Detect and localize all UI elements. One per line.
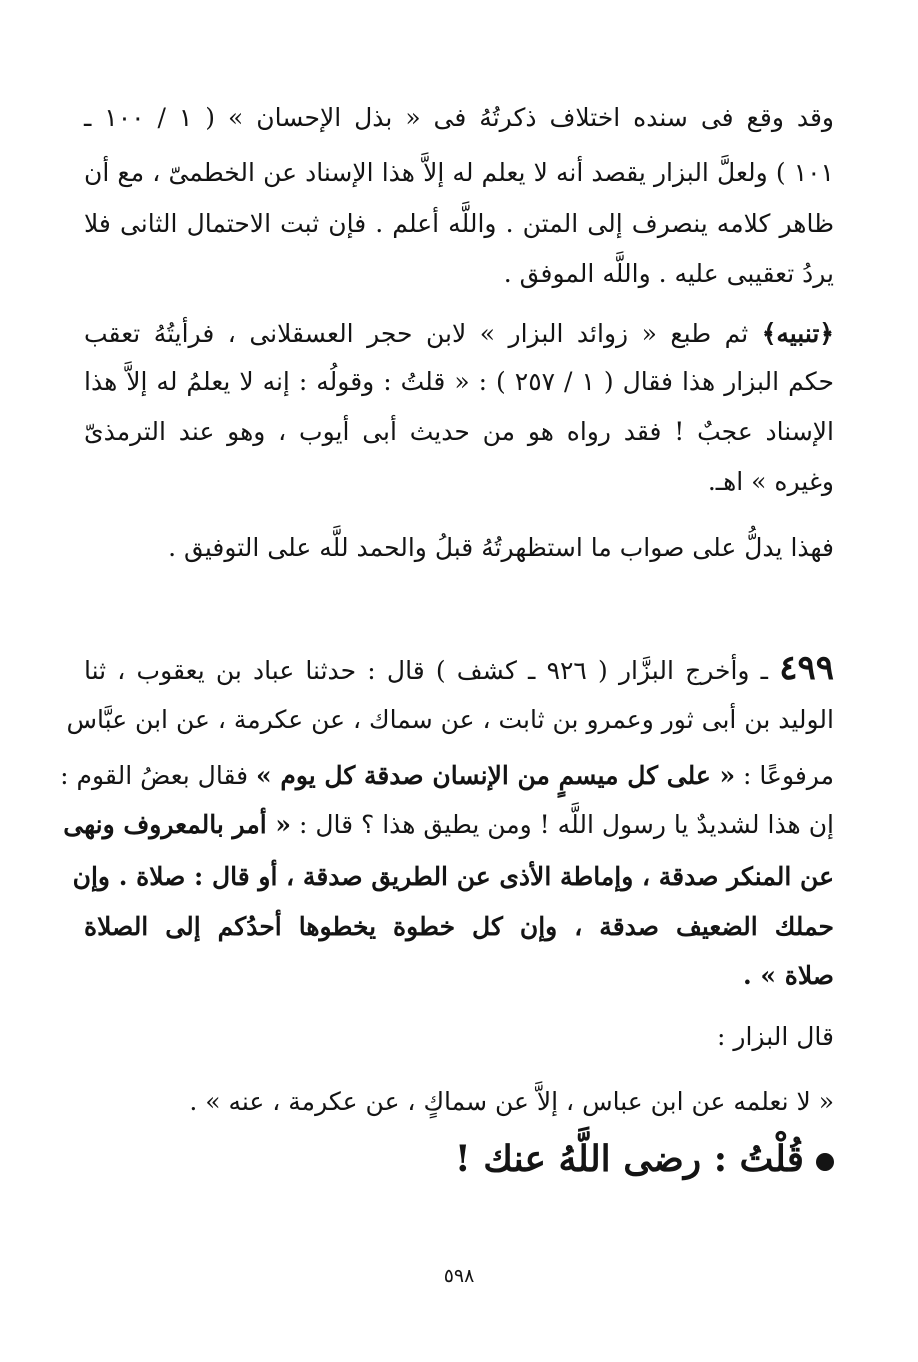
page-number: ٥٩٨ — [443, 1265, 475, 1287]
hadith-matn-2: « أمر بالمعروف ونهى — [63, 810, 292, 839]
hadith-number: ٤٩٩ — [779, 648, 834, 688]
bazzar-quote: « لا نعلمه عن ابن عباس ، إلاَّ عن سماكٍ ، عن عكرمة ، عنه » . — [189, 1087, 834, 1116]
hadith-line-2: الوليد بن أبى ثور وعمرو بن ثابت ، عن سماك ، عن عكرمة ، عن ابن عبَّاس — [66, 705, 834, 734]
hadith-matn-1: « على كل ميسمٍ من الإنسان صدقة كل يوم » — [256, 761, 736, 790]
qultu-heading — [455, 1134, 834, 1184]
hadith-line-3-b: فقال بعضُ القوم : — [60, 761, 257, 790]
hadith-line-3 — [60, 756, 834, 796]
paragraph1-line-3: ظاهر كلامه ينصرف إلى المتن . واللَّه أعلم . فإن ثبت الاحتمال الثانى فلا — [84, 209, 834, 238]
paragraph2-line-3: الإسناد عجبٌ ! فقد رواه هو من حديث أبى أيوب ، وهو عند الترمذىّ — [84, 417, 834, 446]
paragraph2-line-4: وغيره » اهـ. — [707, 467, 834, 496]
paragraph3-line: فهذا يدلُّ على صواب ما استظهرتُهُ قبلُ والحمد للَّه على التوفيق . — [168, 533, 834, 562]
hadith-line-1 — [84, 648, 834, 688]
paragraph2-line-1 — [84, 314, 834, 354]
hadith-line-4-a: إن هذا لشديدٌ يا رسول اللَّه ! ومن يطيق هذا ؟ قال : — [291, 810, 834, 839]
paragraph1-line-4: يردُ تعقيبى عليه . واللَّه الموفق . — [503, 259, 834, 288]
qultu-text: قُلْتُ : رضى اللَّهُ عنك ! — [454, 1138, 804, 1180]
bazzar-label: قال البزار : — [717, 1022, 834, 1051]
paragraph2-line-1-text: ثم طبع « زوائد البزار » لابن حجر العسقلانى ، فرأيتُهُ تعقب — [84, 319, 749, 348]
hadith-line-4 — [63, 805, 834, 845]
hadith-line-7: صلاة » . — [743, 961, 834, 990]
hadith-line-1-text: ـ وأخرج البزَّار ( ٩٢٦ ـ كشف ) قال : حدثنا عباد بن يعقوب ، ثنا — [84, 656, 769, 685]
hadith-line-5: عن المنكر صدقة ، وإماطة الأذى عن الطريق صدقة ، أو قال : صلاة . وإن — [72, 862, 834, 891]
hadith-line-6: حملك الضعيف صدقة ، وإن كل خطوة يخطوها أحدُكم إلى الصلاة — [84, 912, 834, 941]
hadith-line-3-a: مرفوعًا : — [735, 761, 834, 790]
paragraph1-line-2: ١٠١ ) ولعلَّ البزار يقصد أنه لا يعلم له إلاَّ هذا الإسناد عن الخطمىّ ، مع أن — [84, 158, 834, 187]
paragraph2-line-2: حكم البزار هذا فقال ( ١ / ٢٥٧ ) : « قلتُ : وقولُه : إنه لا يعلمُ له إلاَّ هذا — [84, 367, 834, 396]
paragraph1-line-1: وقد وقع فى سنده اختلاف ذكرتُهُ فى « بذل الإحسان » ( ١ / ١٠٠ ـ — [84, 103, 834, 132]
bullet-icon — [816, 1153, 834, 1171]
tanbih-label: ﴿تنبيه﴾ — [761, 319, 834, 348]
